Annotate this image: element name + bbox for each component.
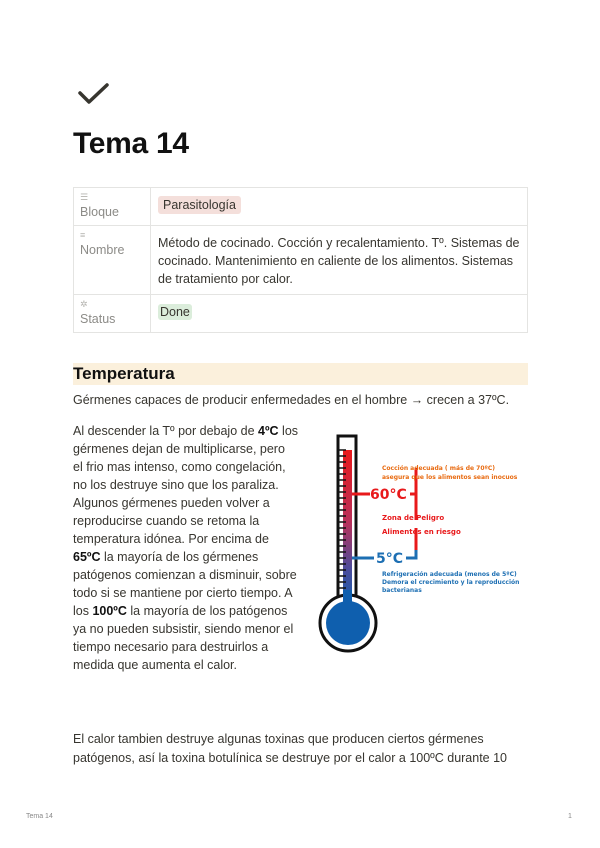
properties-table	[73, 187, 528, 333]
text-lines-icon: ≡	[80, 230, 86, 240]
property-key	[74, 295, 151, 333]
status-tag: Done	[160, 305, 190, 319]
label-5c: 5°C	[376, 551, 404, 567]
note-cold-line-1: Refrigeración adecuada (menos de 5ºC)	[382, 571, 517, 578]
property-label: Status	[80, 312, 116, 326]
property-value[interactable]	[151, 295, 528, 333]
section-heading: Temperatura	[73, 363, 528, 385]
note-hot-line-2: asegura que los alimentos sean inocuos	[382, 474, 518, 481]
property-row-nombre	[74, 226, 528, 295]
property-value[interactable]	[151, 188, 528, 226]
body-text: los gérmenes dejan de multiplicarse, pero el frio mas intenso, como congelación, no los destruye sino que los paraliza. Algunos gérmenes pueden volver a reproducirse cuando se retoma la temperatura idónea. Por encima de	[73, 424, 299, 546]
body-text: Al descender la Tº por debajo de	[73, 424, 259, 438]
danger-line-2: Alimentos en riesgo	[382, 528, 461, 536]
property-key	[74, 188, 151, 226]
status-icon: ✲	[80, 299, 88, 309]
list-icon: ☰	[80, 192, 89, 202]
property-label: Bloque	[80, 205, 119, 219]
note-cold-line-3: bacterianas	[382, 587, 422, 594]
body-text: la mayoría de los gérmenes patógenos comienzan a disminuir, sobre todo si se mantiene por cierto tiempo. A los	[73, 550, 297, 618]
body-bold: 65ºC	[73, 550, 101, 564]
property-value[interactable]: Método de cocinado. Cocción y recalentamiento. Tº. Sistemas de cocinado. Mantenimiento en caliente de los alimentos. Sistemas de tratamiento por calor.	[151, 226, 528, 295]
checkmark-icon	[76, 80, 112, 110]
body-text: la mayoría de los patógenos ya no pueden subsistir, siendo menor el tiempo necesario para destruirlos a medida que aumenta el calor.	[73, 604, 294, 672]
footer-page-number: 1	[568, 813, 572, 820]
bloque-tag: Parasitología	[158, 196, 241, 214]
body-paragraph	[73, 422, 298, 674]
body-bold: 100ºC	[92, 604, 127, 618]
property-row-bloque	[74, 188, 528, 226]
thermometer-illustration	[312, 430, 540, 660]
footer-page-title: Tema 14	[26, 813, 53, 820]
property-row-status	[74, 295, 528, 333]
page-title: Tema 14	[73, 127, 189, 160]
closing-paragraph: El calor tambien destruye algunas toxinas que producen ciertos gérmenes patógenos, así la toxina botulínica se destruye por el calor a 100ºC durante 10	[73, 732, 508, 765]
note-cold-line-2: Demora el crecimiento y la reproducción	[382, 579, 520, 586]
intro-paragraph: Gérmenes capaces de producir enfermedades en el hombre → crecen a 37ºC.	[73, 393, 510, 407]
property-key	[74, 226, 151, 295]
body-bold: 4ºC	[258, 424, 279, 438]
label-60c: 60°C	[370, 487, 407, 503]
danger-line-1: Zona de Peligro	[382, 514, 445, 522]
property-label: Nombre	[80, 243, 125, 257]
note-hot-line-1: Cocción adecuada ( más de 70ºC)	[382, 465, 496, 472]
